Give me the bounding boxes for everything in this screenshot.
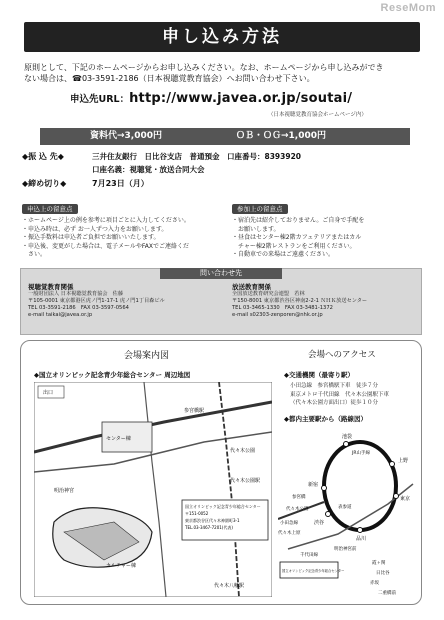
transit-item: （代々木公園方面出口）徒歩１０分 [290,400,379,407]
label-yoyogi-uehara: 代々木上原 [278,531,301,536]
label-ueno: 上野 [398,458,409,464]
label-culture-bldg: カルチャー棟 [106,563,136,569]
url-label: 申込先URL： [70,94,130,105]
label-omotesando: 表参道 [338,505,352,510]
apply-note-item: ・ホームページ上の例を参考に項目ごとに入力してください。 [22,217,190,224]
access-heading: 会場へのアクセス [308,350,376,360]
station-ikebukuro [344,442,349,447]
intro-line-1: 原則として、下記のホームページからお申し込みください。なお、ホームページから申し込みができ [24,63,384,72]
apply-url-line [70,91,430,106]
label-shinagawa: 品川 [356,536,367,542]
account-name: 口座名義：視聴覚・放送合同大会 [92,165,205,174]
fee-box [40,128,410,145]
contact-right-email[interactable]: e-mail s02303-zenporen@nhk.or.jp [232,312,323,318]
transit-list [290,382,420,408]
transit-title: ◆交通機関（最寄り駅） [284,371,354,379]
contact-left-line: TEL 03-3591-2186 FAX 03-3597-0564 [28,305,129,311]
label-olympic-center: 国立オリンピック記念青少年総合センター [282,569,345,573]
contact-left-line: 〒105-0001 東京都港区虎ノ門1-17-1 虎ノ門1丁目森ビル [28,298,165,304]
attend-note-item: ・自動車での来場はご遠慮ください。 [232,251,335,259]
apply-note-item: ・申込み時は、必ず お一人ずつ入力をお願いします。 [22,225,168,233]
callout-line: TEL.03-3467-7201(代表) [185,525,233,530]
contact-right-line: TEL 03-3465-1330 FAX 03-3481-1372 [232,305,333,311]
deadline-label: ◆締め切り◆ [22,179,67,188]
label-sangubashi: 参宮橋駅 [184,408,205,414]
transit-item: 小田急線 参宮橋駅下車 徒歩７分 [290,383,379,389]
label-sangubashi-route: 参宮橋 [292,495,306,500]
venue-map-title: ◆国立オリンピック記念青少年総合センター 周辺地図 [34,371,191,379]
label-nijubashi: 二重橋前 [378,591,396,596]
callout-line: 東京都渋谷区代々木神園町3-1 [185,518,240,523]
label-akasaka: 赤坂 [370,581,379,586]
label-yoyogi-park: 代々木公園 [230,448,256,454]
apply-notes [22,196,222,260]
attend-note-item: ・宿泊先は紹介しておりません。ご自身で手配を [232,217,365,224]
contact-right-line: 全国放送教育研究会連盟 若林 [232,291,305,297]
callout-line: 国立オリンピック記念青少年総合センター [185,504,261,509]
label-meiji-shrine: 明治神宮 [54,488,75,494]
station-shibuya [326,512,331,517]
attend-note-item: チャー棟2階レストランをご利用ください。 [232,242,356,250]
label-yoyogi-hachiman: 代々木八幡駅 [214,583,245,589]
label-chiyoda: 千代田線 [300,553,318,558]
transit-item: 東京メトロ千代田線 代々木公園駅下車 [290,391,390,398]
attend-notes [232,196,424,260]
page-title: 申し込み方法 [24,22,420,52]
route-map [278,424,418,600]
attend-note-item: ・昼食はセンター棟2階カフェテリアまたはカル [232,234,362,242]
label-odakyu: 小田急線 [280,521,298,526]
label-kasumigaseki: 霞ヶ関 [372,561,386,566]
label-center-bldg: センター棟 [106,436,131,442]
contact-left [28,282,218,319]
apply-url-link[interactable]: http://www.javea.or.jp/soutai/ [129,91,353,106]
label-tokyo: 東京 [400,496,411,502]
fee-alumni: ＯＢ・ＯＧ→1,000円 [236,131,327,141]
contact-right-line: 〒150-8001 東京都渋谷区神南2-2-1 ＮＨＫ放送センター [232,298,368,304]
label-meiji-jingumae: 明治神宮前 [334,547,357,552]
label-yoyogi-koen: 代々木公園 [286,507,309,512]
url-note: （日本視聴覚教育協会ホームページ内） [268,112,367,118]
callout-line: 〒151-0052 [185,511,209,516]
label-shinjuku: 新宿 [308,482,319,488]
bank-label: ◆振 込 先◆ [22,152,64,161]
attend-notes-title: 参加上の留意点 [232,204,288,214]
station-ueno [390,462,395,467]
contact-right-category: 放送教育関係 [232,283,271,291]
station-tokyo [394,494,399,499]
label-hibiya: 日比谷 [376,571,390,576]
route-title: ◆都内主要駅から（路線図） [284,415,367,423]
contact-left-category: 視聴覚教育関係 [28,283,74,291]
station-shinagawa [358,528,363,533]
contact-left-line: 一般財団法人 日本視聴覚教育協会 佐藤 [28,291,124,297]
apply-notes-title: 申込上の留意点 [22,204,78,214]
contact-right [232,282,418,319]
label-shibuya: 渋谷 [314,520,325,526]
label-exit: 出口 [43,390,54,396]
station-shinjuku [322,486,327,491]
intro-text [24,62,424,84]
venue-heading: 会場案内図 [124,351,170,361]
apply-note-item: さい。 [22,251,47,259]
attend-note-item: お願いします。 [232,225,280,233]
fee-material: 資料代→3,000円 [90,131,163,141]
apply-note-item: ・申込後、変更がした場合は、電子メールやFAXでご連絡くだ [22,242,189,250]
contact-title: 問い合わせ先 [160,268,282,279]
resemom-watermark: ReseMom [380,2,436,14]
label-station-north: 代々木公園駅 [230,478,261,484]
contact-left-email[interactable]: e-mail taikai@javea.or.jp [28,312,93,318]
intro-line-2: ない場合は、☎03-3591-2186（日本視聴覚教育協会）へお問い合わせ下さい。 [24,74,315,83]
label-ikebukuro: 池袋 [342,434,353,440]
label-jr-yamanote: JR山手線 [352,451,370,456]
bank-name: 三井住友銀行 日比谷支店 普通預金 口座番号：8393920 [92,152,302,161]
venue-map [34,382,272,597]
deadline-value: 7月23日（月） [92,179,149,188]
apply-note-item: ・振込手数料は申込者ご負担でお願いいたします。 [22,234,160,242]
